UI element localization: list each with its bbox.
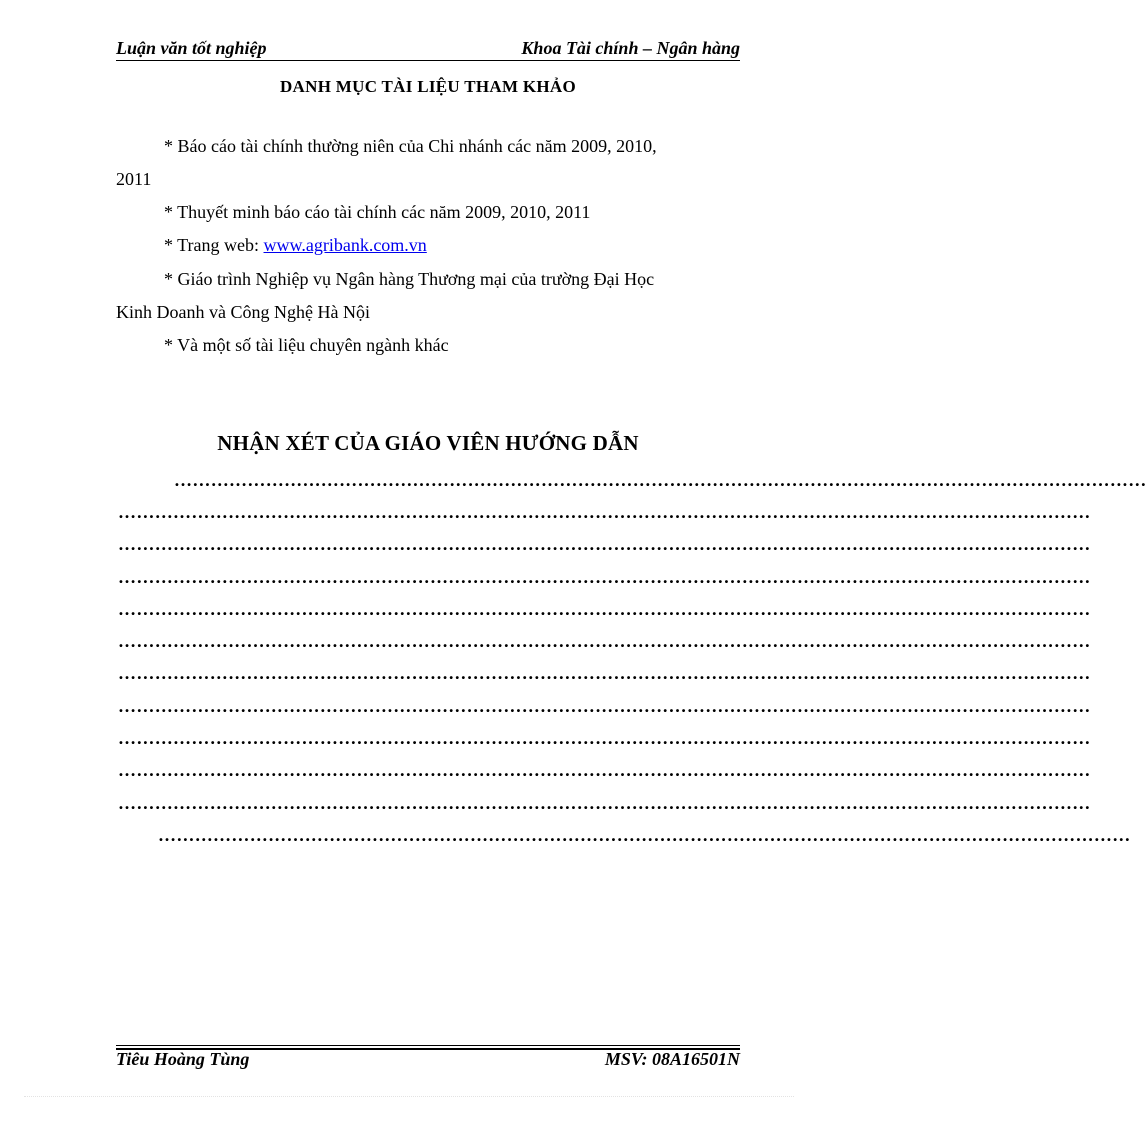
reference-item-1-cont: 2011	[116, 169, 152, 189]
reference-item-4-cont: Kinh Doanh và Công Nghệ Hà Nội	[116, 302, 370, 322]
comment-dot-line: ……………………………………………………………………………………………………………………………………………	[118, 793, 1091, 813]
footer-student-id: MSV: 08A16501N	[604, 1049, 740, 1069]
supervisor-comment-title: NHẬN XÉT CỦA GIÁO VIÊN HƯỚNG DẪN	[217, 431, 639, 455]
comment-dot-line: ……………………………………………………………………………………………………………………………………………	[158, 825, 1131, 845]
reference-item-3-prefix: * Trang web:	[164, 235, 264, 255]
comment-dot-line: ……………………………………………………………………………………………………………………………………………	[118, 760, 1091, 780]
reference-item-3	[164, 234, 427, 256]
reference-item-1: * Báo cáo tài chính thường niên của Chi nhánh các năm 2009, 2010,	[164, 136, 657, 156]
comment-dot-line: ……………………………………………………………………………………………………………………………………………	[118, 567, 1091, 587]
reference-item-5: * Và một số tài liệu chuyên ngành khác	[164, 335, 449, 355]
agribank-link[interactable]: www.agribank.com.vn	[263, 235, 427, 255]
comment-dot-line: ……………………………………………………………………………………………………………………………………………	[174, 470, 1147, 490]
comment-dot-line: ……………………………………………………………………………………………………………………………………………	[118, 663, 1091, 683]
header-divider	[116, 60, 740, 61]
references-title: DANH MỤC TÀI LIỆU THAM KHẢO	[279, 77, 577, 96]
footer-divider	[116, 1045, 740, 1046]
comment-dot-line: ……………………………………………………………………………………………………………………………………………	[118, 696, 1091, 716]
reference-item-4: * Giáo trình Nghiệp vụ Ngân hàng Thương mại của trường Đại Học	[164, 269, 655, 289]
reference-item-2: * Thuyết minh báo cáo tài chính các năm 2009, 2010, 2011	[164, 202, 591, 222]
footer-author-name: Tiêu Hoàng Tùng	[116, 1049, 250, 1069]
comment-dot-line: ……………………………………………………………………………………………………………………………………………	[118, 599, 1091, 619]
header-faculty-label: Khoa Tài chính – Ngân hàng	[521, 38, 740, 58]
page-footer	[116, 1049, 740, 1073]
page-bottom-border	[24, 1096, 794, 1097]
comment-dot-line: ……………………………………………………………………………………………………………………………………………	[118, 631, 1091, 651]
header-thesis-label: Luận văn tốt nghiệp	[116, 38, 267, 58]
comment-dot-line: ……………………………………………………………………………………………………………………………………………	[118, 534, 1091, 554]
comment-dot-line: ……………………………………………………………………………………………………………………………………………	[118, 502, 1091, 522]
comment-dot-line: ……………………………………………………………………………………………………………………………………………	[118, 728, 1091, 748]
page-header	[116, 38, 740, 62]
